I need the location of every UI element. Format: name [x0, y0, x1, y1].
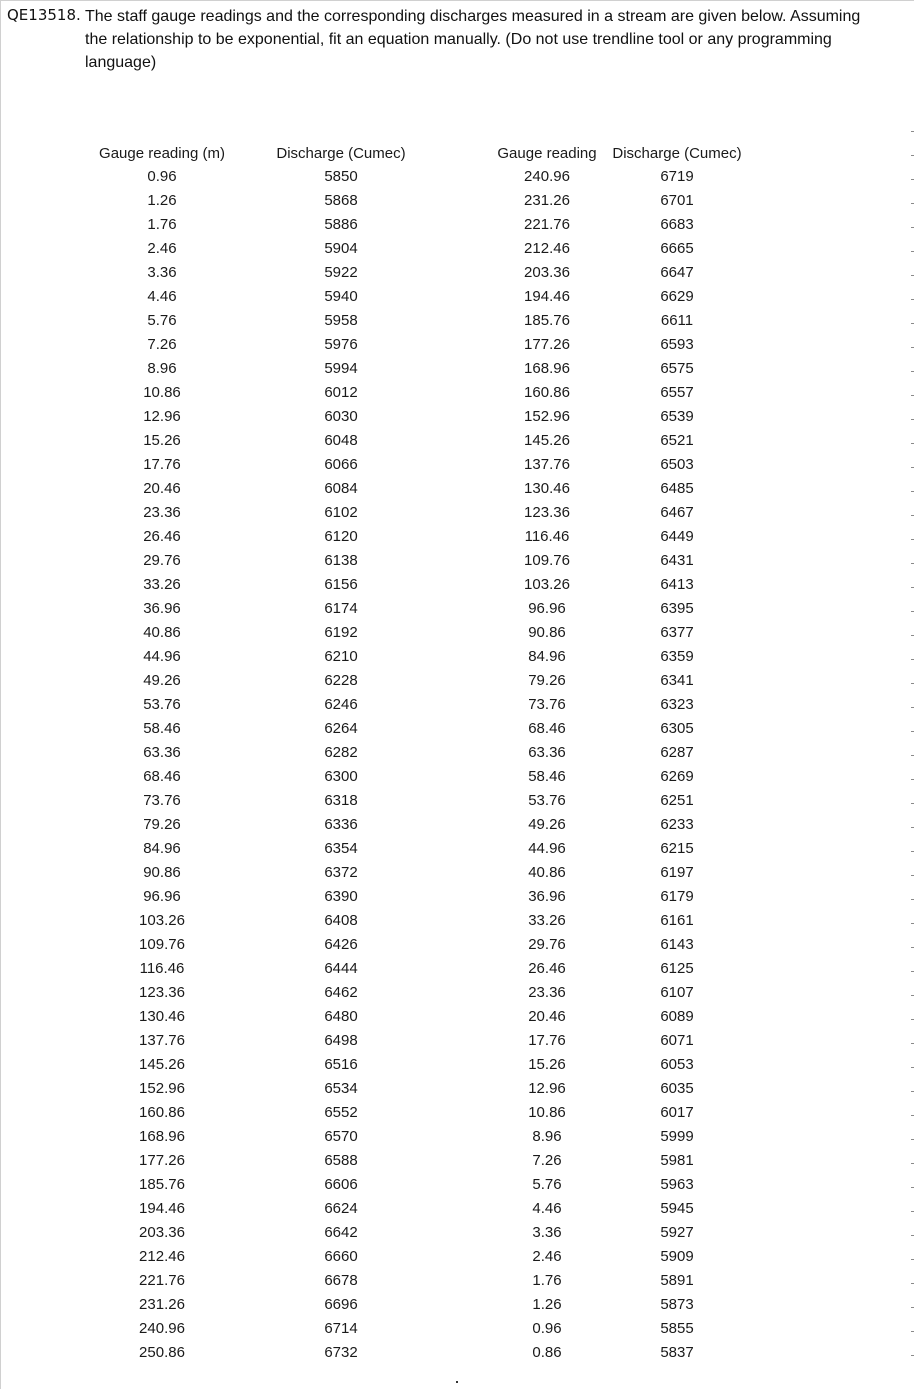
table-cell: 6629 [660, 288, 694, 305]
table-cell: 23.36 [143, 504, 181, 521]
table-cell: 33.26 [528, 912, 566, 929]
table-cell: 3.36 [532, 1224, 562, 1241]
table-cell: 5891 [660, 1272, 694, 1289]
table-cell: 26.46 [143, 528, 181, 545]
table-cell: 6575 [660, 360, 694, 377]
table-cell: 6395 [660, 600, 694, 617]
table-cell: 1.76 [532, 1272, 562, 1289]
table-cell: 6683 [660, 216, 694, 233]
table-cell: 6012 [324, 384, 358, 401]
table-cell: 1.26 [147, 192, 177, 209]
table-cell: 6120 [324, 528, 358, 545]
table-cell: 6660 [324, 1248, 358, 1265]
table-cell: 1.76 [147, 216, 177, 233]
table-cell: 6701 [660, 192, 694, 209]
table-cell: 6107 [660, 984, 694, 1001]
table-cell: 6359 [660, 648, 694, 665]
table-cell: 6156 [324, 576, 358, 593]
table-cell: 6341 [660, 672, 694, 689]
table-cell: 10.86 [143, 384, 181, 401]
table-cell: 49.26 [143, 672, 181, 689]
table-cell: 160.86 [139, 1104, 185, 1121]
table-cell: 5.76 [532, 1176, 562, 1193]
table-cell: 6300 [324, 768, 358, 785]
table-cell: 109.76 [139, 936, 185, 953]
table-cell: 6732 [324, 1344, 358, 1361]
table-cell: 12.96 [143, 408, 181, 425]
table-cell: 177.26 [524, 336, 570, 353]
table-cell: 6179 [660, 888, 694, 905]
table-cell: 49.26 [528, 816, 566, 833]
table-cell: 6503 [660, 456, 694, 473]
table-cell: 130.46 [139, 1008, 185, 1025]
table-cell: 6606 [324, 1176, 358, 1193]
table-cell: 6714 [324, 1320, 358, 1337]
table-cell: 84.96 [143, 840, 181, 857]
table-cell: 168.96 [524, 360, 570, 377]
table-cell: 6048 [324, 432, 358, 449]
table-cell: 6647 [660, 264, 694, 281]
table-cell: 0.96 [147, 168, 177, 185]
table-cell: 36.96 [143, 600, 181, 617]
table-cell: 203.36 [139, 1224, 185, 1241]
table-cell: 5945 [660, 1200, 694, 1217]
table-cell: 231.26 [524, 192, 570, 209]
table-cell: 116.46 [524, 528, 570, 545]
table-cell: 6534 [324, 1080, 358, 1097]
table-cell: 5873 [660, 1296, 694, 1313]
table-cell: 58.46 [143, 720, 181, 737]
table-cell: 6467 [660, 504, 694, 521]
table-cell: 36.96 [528, 888, 566, 905]
table-cell: 137.76 [139, 1032, 185, 1049]
table-cell: 6125 [660, 960, 694, 977]
table-cell: 6269 [660, 768, 694, 785]
table-cell: 44.96 [143, 648, 181, 665]
table-cell: 6678 [324, 1272, 358, 1289]
table-cell: 6282 [324, 744, 358, 761]
table-cell: 123.36 [139, 984, 185, 1001]
page-marker-dot [456, 1381, 458, 1383]
table-cell: 6593 [660, 336, 694, 353]
table-cell: 2.46 [532, 1248, 562, 1265]
table-cell: 96.96 [143, 888, 181, 905]
table-cell: 3.36 [147, 264, 177, 281]
table-cell: 152.96 [139, 1080, 185, 1097]
table-cell: 123.36 [524, 504, 570, 521]
table-cell: 6354 [324, 840, 358, 857]
table-cell: 109.76 [524, 552, 570, 569]
table-cell: 6102 [324, 504, 358, 521]
discharge-left-header: Discharge (Cumec) [276, 145, 406, 162]
table-cell: 6161 [660, 912, 694, 929]
table-cell: 15.26 [528, 1056, 566, 1073]
table-cell: 6719 [660, 168, 694, 185]
table-cell: 103.26 [139, 912, 185, 929]
table-cell: 10.86 [528, 1104, 566, 1121]
gauge-reading-right-header: Gauge reading [497, 145, 597, 162]
table-cell: 6539 [660, 408, 694, 425]
table-cell: 6516 [324, 1056, 358, 1073]
table-cell: 6228 [324, 672, 358, 689]
table-cell: 6552 [324, 1104, 358, 1121]
table-cell: 5922 [324, 264, 358, 281]
table-cell: 221.76 [139, 1272, 185, 1289]
gauge-reading-left-column [97, 143, 227, 1365]
table-cell: 40.86 [143, 624, 181, 641]
table-cell: 152.96 [524, 408, 570, 425]
table-cell: 203.36 [524, 264, 570, 281]
table-cell: 79.26 [528, 672, 566, 689]
table-cell: 73.76 [528, 696, 566, 713]
question-id: QE13518. [7, 6, 81, 24]
table-cell: 250.86 [139, 1344, 185, 1361]
table-cell: 6318 [324, 792, 358, 809]
table-cell: 240.96 [524, 168, 570, 185]
table-cell: 53.76 [528, 792, 566, 809]
table-cell: 84.96 [528, 648, 566, 665]
table-cell: 6498 [324, 1032, 358, 1049]
table-cell: 6624 [324, 1200, 358, 1217]
table-cell: 6251 [660, 792, 694, 809]
table-cell: 44.96 [528, 840, 566, 857]
table-cell: 6377 [660, 624, 694, 641]
table-cell: 212.46 [139, 1248, 185, 1265]
table-cell: 160.86 [524, 384, 570, 401]
table-cell: 6071 [660, 1032, 694, 1049]
table-cell: 137.76 [524, 456, 570, 473]
table-cell: 17.76 [143, 456, 181, 473]
table-cell: 6665 [660, 240, 694, 257]
table-cell: 6138 [324, 552, 358, 569]
table-cell: 15.26 [143, 432, 181, 449]
table-cell: 6642 [324, 1224, 358, 1241]
table-cell: 5958 [324, 312, 358, 329]
table-cell: 90.86 [528, 624, 566, 641]
table-cell: 5886 [324, 216, 358, 233]
table-cell: 6215 [660, 840, 694, 857]
table-cell: 168.96 [139, 1128, 185, 1145]
table-cell: 63.36 [528, 744, 566, 761]
table-cell: 40.86 [528, 864, 566, 881]
table-cell: 8.96 [532, 1128, 562, 1145]
table-cell: 7.26 [147, 336, 177, 353]
gauge-reading-left-header: Gauge reading (m) [99, 145, 225, 162]
table-cell: 33.26 [143, 576, 181, 593]
discharge-right-header: Discharge (Cumec) [612, 145, 742, 162]
table-cell: 7.26 [532, 1152, 562, 1169]
table-cell: 212.46 [524, 240, 570, 257]
table-cell: 6143 [660, 936, 694, 953]
table-cell: 6197 [660, 864, 694, 881]
table-cell: 6210 [324, 648, 358, 665]
table-cell: 6233 [660, 816, 694, 833]
table-cell: 17.76 [528, 1032, 566, 1049]
table-cell: 6696 [324, 1296, 358, 1313]
table-cell: 58.46 [528, 768, 566, 785]
table-cell: 221.76 [524, 216, 570, 233]
table-cell: 2.46 [147, 240, 177, 257]
table-cell: 6390 [324, 888, 358, 905]
table-cell: 6426 [324, 936, 358, 953]
table-cell: 6084 [324, 480, 358, 497]
table-cell: 6053 [660, 1056, 694, 1073]
table-cell: 12.96 [528, 1080, 566, 1097]
discharge-right-column [609, 143, 745, 1365]
table-cell: 5904 [324, 240, 358, 257]
table-cell: 6413 [660, 576, 694, 593]
table-cell: 23.36 [528, 984, 566, 1001]
table-cell: 5999 [660, 1128, 694, 1145]
table-cell: 6017 [660, 1104, 694, 1121]
table-cell: 5.76 [147, 312, 177, 329]
table-cell: 6035 [660, 1080, 694, 1097]
question-text: The staff gauge readings and the corresponding discharges measured in a stream are given below. Assuming the relationship to be exponential, fit an equation manually. (Do not use trendline tool or any programming language) [85, 8, 861, 71]
table-cell: 0.96 [532, 1320, 562, 1337]
table-cell: 194.46 [139, 1200, 185, 1217]
table-cell: 6323 [660, 696, 694, 713]
table-cell: 116.46 [139, 960, 185, 977]
table-cell: 53.76 [143, 696, 181, 713]
table-cell: 6480 [324, 1008, 358, 1025]
table-cell: 6557 [660, 384, 694, 401]
table-cell: 20.46 [143, 480, 181, 497]
table-cell: 20.46 [528, 1008, 566, 1025]
gauge-reading-right-column [495, 143, 599, 1365]
table-cell: 6174 [324, 600, 358, 617]
table-cell: 185.76 [524, 312, 570, 329]
table-cell: 5976 [324, 336, 358, 353]
table-cell: 68.46 [528, 720, 566, 737]
table-cell: 5868 [324, 192, 358, 209]
table-cell: 4.46 [532, 1200, 562, 1217]
table-cell: 177.26 [139, 1152, 185, 1169]
table-cell: 79.26 [143, 816, 181, 833]
table-cell: 240.96 [139, 1320, 185, 1337]
table-cell: 5994 [324, 360, 358, 377]
table-cell: 6521 [660, 432, 694, 449]
table-cell: 6066 [324, 456, 358, 473]
table-cell: 5850 [324, 168, 358, 185]
table-cell: 96.96 [528, 600, 566, 617]
table-cell: 0.86 [532, 1344, 562, 1361]
table-cell: 6089 [660, 1008, 694, 1025]
table-cell: 5855 [660, 1320, 694, 1337]
table-cell: 6305 [660, 720, 694, 737]
table-cell: 6372 [324, 864, 358, 881]
table-cell: 6611 [660, 312, 694, 329]
table-cell: 6246 [324, 696, 358, 713]
table-cell: 6287 [660, 744, 694, 761]
table-cell: 6444 [324, 960, 358, 977]
table-cell: 6030 [324, 408, 358, 425]
table-cell: 130.46 [524, 480, 570, 497]
table-cell: 6264 [324, 720, 358, 737]
table-cell: 68.46 [143, 768, 181, 785]
table-cell: 73.76 [143, 792, 181, 809]
table-cell: 26.46 [528, 960, 566, 977]
table-cell: 6408 [324, 912, 358, 929]
table-cell: 6485 [660, 480, 694, 497]
table-cell: 6192 [324, 624, 358, 641]
table-cell: 103.26 [524, 576, 570, 593]
table-cell: 1.26 [532, 1296, 562, 1313]
table-cell: 145.26 [139, 1056, 185, 1073]
table-cell: 29.76 [143, 552, 181, 569]
table-cell: 6588 [324, 1152, 358, 1169]
table-cell: 6462 [324, 984, 358, 1001]
table-cell: 6431 [660, 552, 694, 569]
discharge-left-column [273, 143, 409, 1365]
table-cell: 8.96 [147, 360, 177, 377]
table-cell: 4.46 [147, 288, 177, 305]
table-cell: 145.26 [524, 432, 570, 449]
table-cell: 6449 [660, 528, 694, 545]
table-cell: 63.36 [143, 744, 181, 761]
table-cell: 5963 [660, 1176, 694, 1193]
table-cell: 185.76 [139, 1176, 185, 1193]
table-cell: 5981 [660, 1152, 694, 1169]
table-cell: 29.76 [528, 936, 566, 953]
table-cell: 6570 [324, 1128, 358, 1145]
table-cell: 194.46 [524, 288, 570, 305]
table-cell: 231.26 [139, 1296, 185, 1313]
table-cell: 90.86 [143, 864, 181, 881]
table-cell: 5927 [660, 1224, 694, 1241]
table-cell: 5837 [660, 1344, 694, 1361]
table-cell: 5940 [324, 288, 358, 305]
table-cell: 5909 [660, 1248, 694, 1265]
table-cell: 6336 [324, 816, 358, 833]
